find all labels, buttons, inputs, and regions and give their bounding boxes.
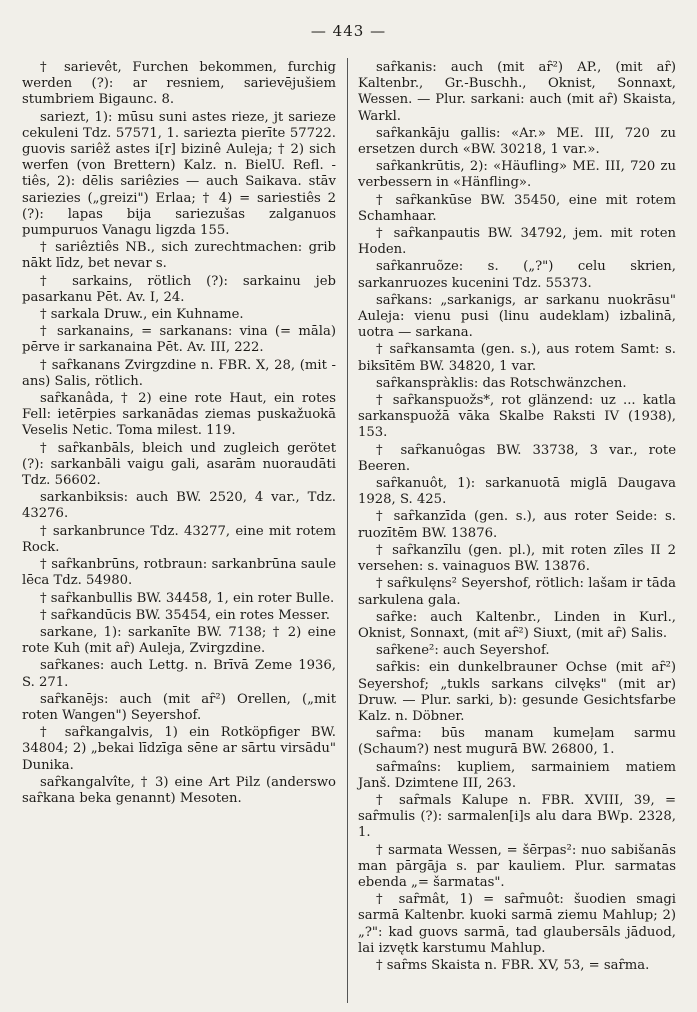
dictionary-entry: saȓkangalvîte, † 3) eine Art Pilz (anderswo saȓkana beka genannt) Mesoten. (22, 774, 336, 806)
dictionary-entry: † saȓkanpautis BW. 34792, jem. mit roten Hoden. (358, 226, 676, 258)
dictionary-entry: saȓkans: „sarkanigs, ar sarkanu nuokrāsu" Auleja: vienu pusi (linu audeklam) izbalinā, uotra — sarkana. (358, 292, 676, 341)
dictionary-entry: † saȓkanbullis BW. 34458, 1, ein roter Bulle. (40, 590, 335, 606)
dictionary-entry: saȓkanis: auch (mit aȓ²) AP., (mit aȓ) Kaltenbr., Gr.-Buschh., Oknist, Sonnaxt, Wessen. — Plur. sarkani: auch (mit aȓ) Skaista, Warkl. (358, 60, 676, 124)
dictionary-entry: saȓkankāju gallis: «Ar.» ME. III, 720 zu ersetzen durch «BW. 30218, 1 var.». (358, 125, 676, 158)
dictionary-entry: saȓkanējs: auch (mit aȓ²) Orellen, („mit roten Wangen") Seyershof. (22, 691, 336, 723)
page-number: — 443 — (310, 22, 387, 40)
dictionary-entry: † sariêztiês NB., sich zurechtmachen: grib nākt līdz, bet nevar s. (22, 240, 336, 272)
dictionary-entry: saȓkis: ein dunkelbrauner Ochse (mit aȓ²) Seyershof; „tukls sarkans cilvęks" (mit ar) Druw. — Plur. sarki, b): gesunde Gesichtsfarbe Kalz. n. Döbner. (358, 660, 676, 724)
dictionary-entry: † sarkains, rötlich (?): sarkainu jeb pasarkanu Pēt. Av. I, 24. (22, 273, 336, 305)
dictionary-entry: saȓkene²: auch Seyershof. (376, 643, 550, 659)
dictionary-entry: † saȓkanzīlu (gen. pl.), mit roten zīles II 2 versehen: s. vainaguos BW. 13876. (358, 542, 676, 575)
dictionary-entry: saȓkanuôt, 1): sarkanuotā miglā Daugava 1928, S. 425. (358, 476, 676, 508)
dictionary-entry: sarkane, 1): sarkanīte BW. 7138; † 2) eine rote Kuh (mit aȓ) Auleja, Zvirgzdine. (22, 624, 336, 657)
dictionary-entry: † saȓkanuôgas BW. 33738, 3 var., rote Beeren. (358, 442, 676, 474)
dictionary-entry: † saȓkansamta (gen. s.), aus rotem Samt: s. biksītēm BW. 34820, 1 var. (358, 342, 676, 374)
dictionary-entry: † saȓmât, 1) = saȓmuôt: šuodien smagi sarmā Kaltenbr. kuoki sarmā ziemu Mahlup; 2) „?": kad guovs sarmā, tad glaubersāls jāduod, lai izvętk karstumu Mahlup. (358, 892, 676, 956)
dictionary-entry: saȓkanruõze: s. („?") celu skrien, sarkanruozes kucenini Tdz. 55373. (358, 259, 676, 291)
dictionary-entry: † saȓkankūse BW. 35450, eine mit rotem Schamhaar. (358, 192, 676, 224)
dictionary-entry: † saȓkanzīda (gen. s.), aus roter Seide: s. ruozītēm BW. 13876. (358, 509, 676, 541)
dictionary-entry: † saȓkulęns² Seyershof, rötlich: lašam ir tāda sarkulena gala. (358, 576, 676, 608)
dictionary-entry: † sarkanbrunce Tdz. 43277, eine mit rotem Rock. (22, 523, 336, 555)
dictionary-entry: † sarmata Wessen, = šērpas²: nuo sabišanās man pārgāja s. par kauliem. Plur. sarmatas ebenda „= šarmatas". (358, 842, 676, 890)
dictionary-entry: saȓma: būs manam kumeļam sarmu (Schaum?) nest mugurā BW. 26800, 1. (358, 726, 676, 758)
dictionary-entry: † saȓkanbrūns, rotbraun: sarkanbrūna saule lēca Tdz. 54980. (22, 557, 336, 589)
dictionary-entry: † saȓkanspuožs*, rot glänzend: uz ... katla sarkanspuožā vāka Skalbe Raksti IV (1938), 153. (358, 393, 676, 441)
left-column (22, 60, 336, 808)
dictionary-entry: saȓkankrūtis, 2): «Häufling» ME. III, 720 zu verbessern in «Hänfling». (358, 159, 676, 191)
dictionary-entry: † saȓkanbāls, bleich und zugleich gerötet (?): sarkanbāli vaigu gali, asarām nuoraudāti Tdz. 56602. (22, 440, 336, 489)
dictionary-entry: † saȓms Skaista n. FBR. XV, 53, = saȓma. (376, 957, 650, 973)
dictionary-entry: † sarievêt, Furchen bekommen, furchig werden (?): ar resniem, sarievējušiem stumbriem Bigaunc. 8. (22, 60, 336, 108)
dictionary-entry: saȓmaîns: kupliem, sarmainiem matiem Janš. Dzimtene III, 263. (358, 759, 676, 791)
dictionary-entry: saȓkanes: auch Lettg. n. Brīvā Zeme 1936, S. 271. (22, 658, 336, 690)
dictionary-entry: saȓke: auch Kaltenbr., Linden in Kurl., Oknist, Sonnaxt, (mit aȓ²) Siuxt, (mit aȓ) Salis. (358, 609, 676, 641)
dictionary-entry: saȓkanspràklis: das Rotschwänzchen. (376, 375, 627, 391)
right-column (358, 60, 676, 975)
dictionary-entry: sarkanbiksis: auch BW. 2520, 4 var., Tdz. 43276. (22, 490, 336, 522)
dictionary-entry: † saȓkandūcis BW. 35454, ein rotes Messer. (40, 607, 330, 623)
dictionary-entry: † saȓkanans Zvirgzdine n. FBR. X, 28, (mit -ans) Salis, rötlich. (22, 357, 336, 389)
dictionary-entry: † sarkanains, = sarkanans: vina (= māla) pērve ir sarkanaina Pēt. Av. III, 222. (22, 324, 336, 356)
dictionary-entry: saȓkanâda, † 2) eine rote Haut, ein rotes Fell: ietērpies sarkanādas ziemas puskažuokā Veselis Netic. Toma milest. 119. (22, 391, 336, 439)
dictionary-entry: † sarkala Druw., ein Kuhname. (40, 307, 244, 323)
dictionary-entry: † saȓkangalvis, 1) ein Rotköpfiger BW. 34804; 2) „bekai līdzīga sēne ar sārtu virsādu" Dunika. (22, 725, 336, 773)
dictionary-entry: † saȓmals Kalupe n. FBR. XVIII, 39, = saȓmulis (?): sarmalen[i]s alu dara BWp. 2328, 1. (358, 792, 676, 841)
column-divider (347, 58, 348, 1003)
dictionary-entry: sariezt, 1): mūsu suni astes rieze, jt sarieze cekuleni Tdz. 57571, 1. sariezta pierīte 57722. guovis sariêž astes i[r] bizinê Auleja; † 2) sich werfen (von Brettern) Kalz. n. BielU. Refl. -tiês, 2): dēlis sariêzies — auch Saikava. stāv sariezies („greizi") Erlaa; † 4) = sariestiês 2 (?): lapas bija sariezušas zalganuos pumpuruos Vanagu ligzda 155. (22, 109, 336, 239)
